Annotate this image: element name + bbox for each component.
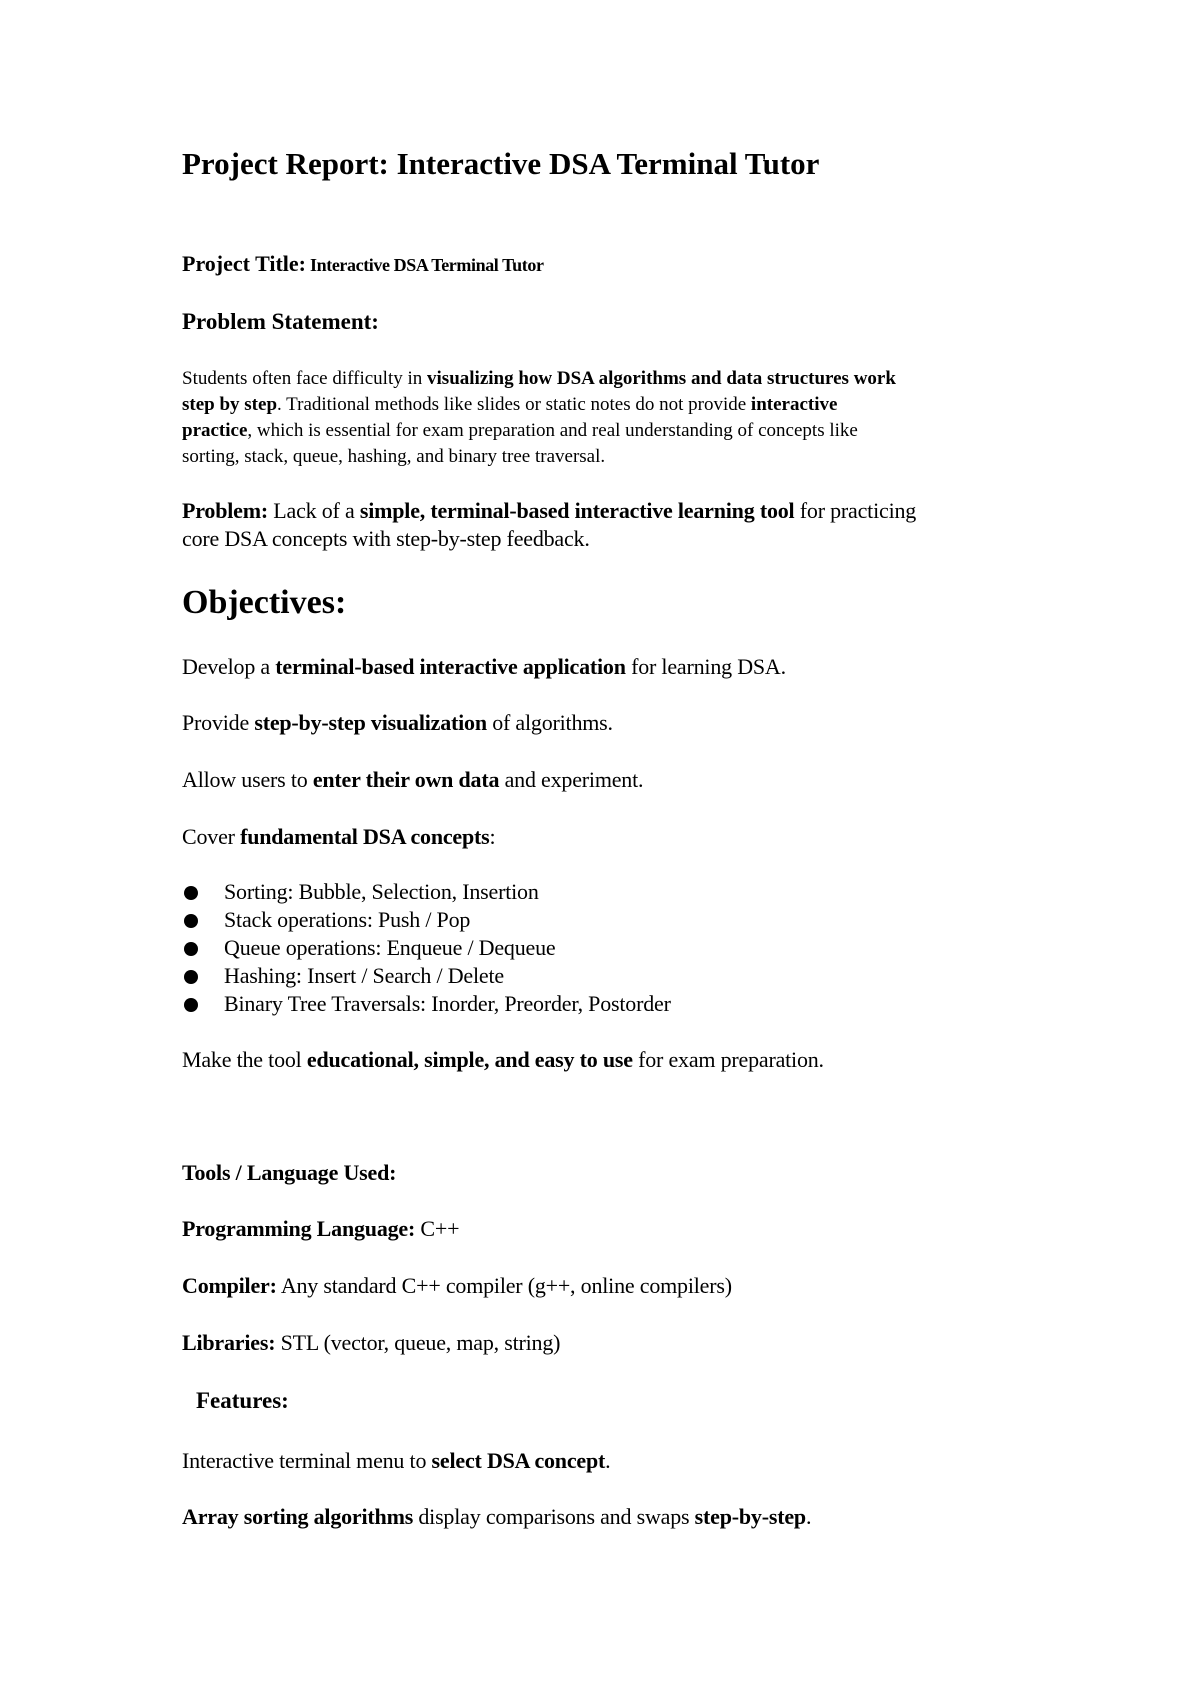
feature-2-d: . xyxy=(805,1504,812,1529)
objectives-heading: Objectives: xyxy=(182,584,347,621)
ps-l2-c: interactive xyxy=(750,394,838,415)
objective-3-a: Allow users to xyxy=(182,767,313,792)
objective-5 xyxy=(182,1047,824,1073)
objective-5-b: educational, simple, and easy to use xyxy=(306,1047,633,1072)
objective-3 xyxy=(182,767,643,793)
objective-3-c: and experiment. xyxy=(499,767,644,792)
objective-5-a: Make the tool xyxy=(182,1047,307,1072)
objective-4-a: Cover xyxy=(182,824,241,849)
feature-2-a: Array sorting algorithms xyxy=(182,1504,414,1529)
objective-2-b: step-by-step visualization xyxy=(254,710,487,735)
list-item: Sorting: Bubble, Selection, Insertion xyxy=(224,879,539,904)
problem-statement-heading: Problem Statement: xyxy=(182,309,379,334)
list-item: Stack operations: Push / Pop xyxy=(224,907,471,932)
libraries-label: Libraries: xyxy=(182,1330,276,1355)
list-item: Queue operations: Enqueue / Dequeue xyxy=(224,935,556,960)
objective-2 xyxy=(182,710,613,736)
feature-2-b: display comparisons and swaps xyxy=(413,1504,695,1529)
feature-1-c: . xyxy=(605,1448,611,1473)
problem-statement-line-1 xyxy=(182,368,896,390)
feature-2 xyxy=(182,1504,811,1530)
objective-1-a: Develop a xyxy=(182,654,276,679)
objective-1-c: for learning DSA. xyxy=(625,654,786,679)
feature-1-a: Interactive terminal menu to xyxy=(182,1448,432,1473)
ps-l1-b: visualizing how DSA algorithms and data structures work xyxy=(427,368,896,389)
compiler-value: Any standard C++ compiler (g++, online compilers) xyxy=(276,1273,732,1298)
problem-l1-a: Lack of a xyxy=(267,498,360,523)
objective-1 xyxy=(182,654,786,680)
bullet-dot-icon xyxy=(184,886,198,900)
ps-l1-a: Students often face difficulty in xyxy=(182,368,428,389)
libraries-line xyxy=(182,1330,560,1356)
list-item: Binary Tree Traversals: Inorder, Preorder, Postorder xyxy=(224,991,671,1016)
bullet-dot-icon xyxy=(184,970,198,984)
problem-line-2: core DSA concepts with step-by-step feedback. xyxy=(182,526,590,551)
ps-l2-b: . Traditional methods like slides or static notes do not provide xyxy=(277,394,751,415)
objective-2-c: of algorithms. xyxy=(486,710,613,735)
problem-statement-line-4: sorting, stack, queue, hashing, and binary tree traversal. xyxy=(182,446,606,467)
project-title-line xyxy=(182,251,544,277)
page-title: Project Report: Interactive DSA Terminal Tutor xyxy=(182,146,820,181)
project-title-value: Interactive DSA Terminal Tutor xyxy=(310,255,544,275)
feature-1 xyxy=(182,1448,610,1474)
features-heading: Features: xyxy=(196,1388,289,1413)
project-title-label: Project Title: xyxy=(182,251,307,276)
programming-language-value: C++ xyxy=(415,1216,460,1241)
bullet-dot-icon xyxy=(184,942,198,956)
objective-2-a: Provide xyxy=(182,710,255,735)
programming-language-label: Programming Language: xyxy=(182,1216,416,1241)
problem-l1-b: simple, terminal-based interactive learning tool xyxy=(359,498,795,523)
problem-line-1 xyxy=(182,498,916,524)
objective-4-b: fundamental DSA concepts xyxy=(240,824,490,849)
problem-label: Problem: xyxy=(182,498,268,523)
ps-l2-a: step by step xyxy=(182,394,278,415)
compiler-label: Compiler: xyxy=(182,1273,277,1298)
list-item: Hashing: Insert / Search / Delete xyxy=(224,963,504,988)
objective-3-b: enter their own data xyxy=(312,767,500,792)
libraries-value: STL (vector, queue, map, string) xyxy=(275,1330,561,1355)
problem-statement-line-2 xyxy=(182,394,837,416)
programming-language-line xyxy=(182,1216,459,1242)
feature-1-b: select DSA concept xyxy=(431,1448,606,1473)
problem-statement-line-3 xyxy=(182,420,858,442)
ps-l3-b: , which is essential for exam preparation and real understanding of concepts like xyxy=(247,420,858,441)
problem-l1-c: for practicing xyxy=(794,498,917,523)
objective-4-c: : xyxy=(489,824,496,849)
tools-heading: Tools / Language Used: xyxy=(182,1160,397,1185)
objective-4 xyxy=(182,824,495,850)
objective-5-c: for exam preparation. xyxy=(632,1047,824,1072)
compiler-line xyxy=(182,1273,732,1299)
bullet-dot-icon xyxy=(184,914,198,928)
objective-1-b: terminal-based interactive application xyxy=(275,654,626,679)
bullet-dot-icon xyxy=(184,998,198,1012)
feature-2-c: step-by-step xyxy=(694,1504,806,1529)
ps-l3-a: practice xyxy=(182,420,248,441)
